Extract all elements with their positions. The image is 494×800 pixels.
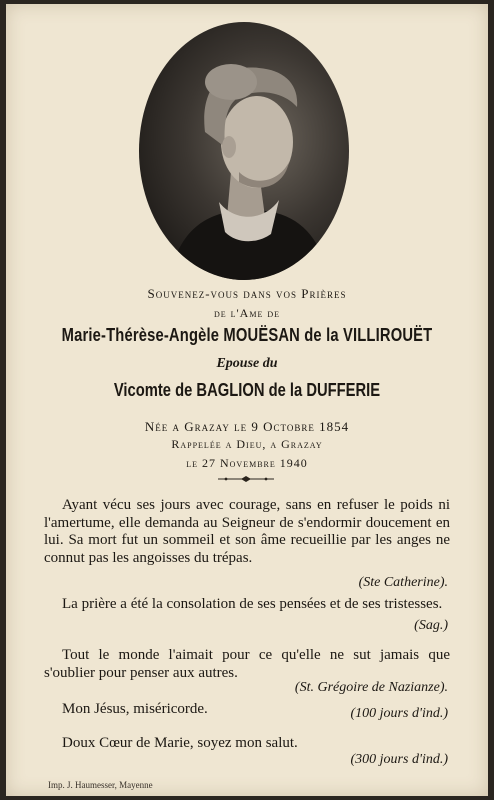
attribution-4: (100 jours d'ind.) (350, 706, 448, 721)
portrait-image (139, 22, 349, 280)
death-line-2: le 27 Novembre 1940 (186, 456, 308, 470)
birth-line: Née a Grazay le 9 Octobre 1854 (144, 419, 350, 434)
deceased-name: Marie-Thérèse-Angèle MOUËSAN de la VILLIROUËT (61, 325, 433, 345)
death-line-1: Rappelée a Dieu, a Grazay (171, 437, 323, 451)
portrait-photo (139, 22, 349, 280)
paragraph-2: La prière a été la consolation de ses pensées et de ses tristesses. (62, 596, 443, 612)
ornament-divider (216, 475, 276, 483)
paragraph-1: Ayant vécu ses jours avec courage, sans en refuser le poids ni l'amertume, elle demanda au Seigneur de s'endormir doucement en lui. Sa mort fut un sommeil et son âme recueillie par les anges ne connut pas les angoisses du trépas. (44, 497, 450, 566)
attribution-3: (St. Grégoire de Nazianze). (294, 680, 448, 695)
paragraph-4: Mon Jésus, miséricorde. (62, 701, 208, 717)
heading-remember: Souvenez-vous dans vos Prières (147, 286, 347, 301)
attribution-1: (Ste Catherine). (358, 575, 448, 590)
spouse-intro: Epouse du (216, 356, 278, 371)
attribution-5: (300 jours d'ind.) (350, 752, 448, 767)
heading-soul-of: de l'Ame de (213, 306, 281, 320)
printer-imprint: Imp. J. Haumesser, Mayenne (48, 780, 153, 790)
paragraph-3: Tout le monde l'aimait pour ce qu'elle ne sut jamais que s'oublier pour penser aux autres. (44, 647, 450, 681)
paragraph-5: Doux Cœur de Marie, soyez mon salut. (62, 735, 298, 751)
attribution-2: (Sag.) (414, 618, 448, 633)
spouse-name: Vicomte de BAGLION de la DUFFERIE (113, 380, 381, 400)
